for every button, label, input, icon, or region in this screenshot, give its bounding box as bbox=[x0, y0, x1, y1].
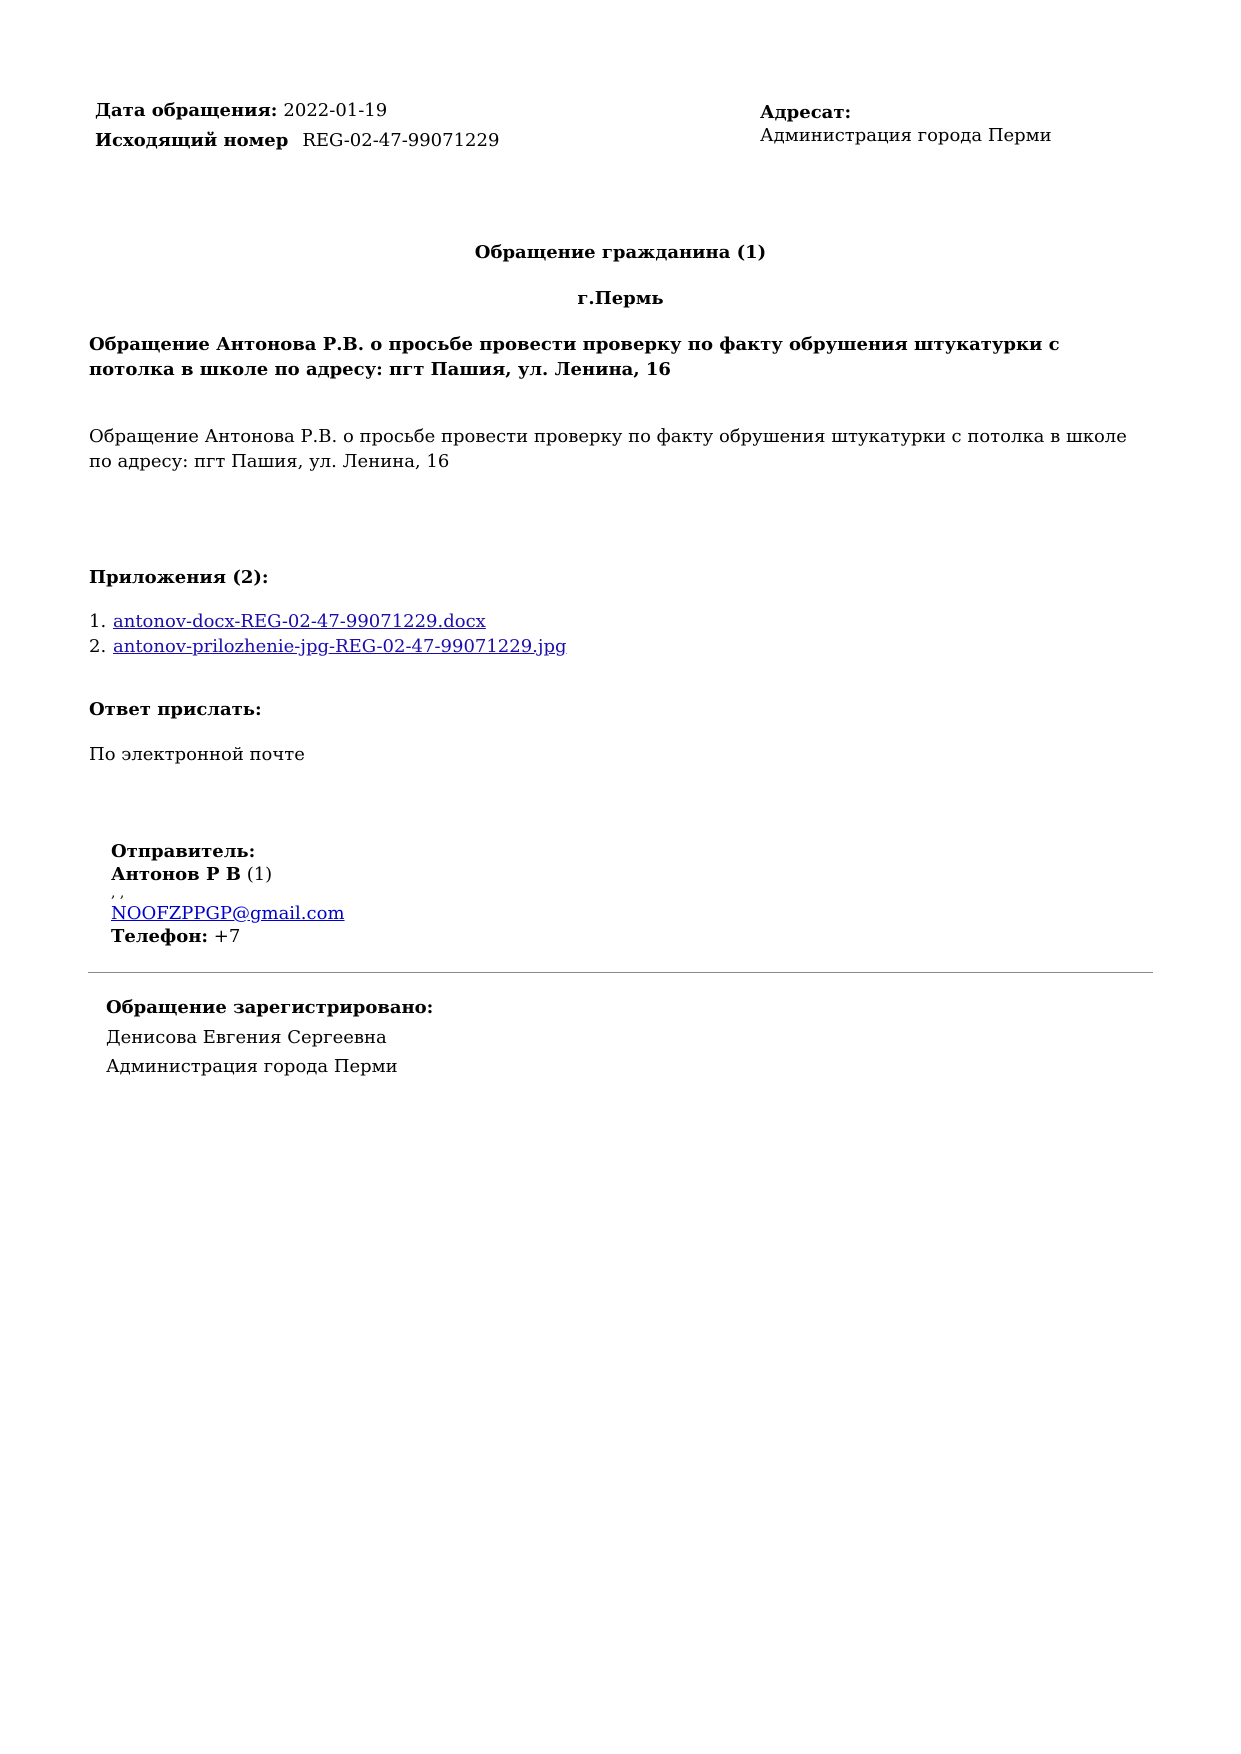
attachment-link[interactable]: antonov-prilozhenie-jpg-REG-02-47-99071229.jpg bbox=[113, 636, 567, 658]
date-value: 2022-01-19 bbox=[283, 100, 388, 121]
attachment-item bbox=[89, 609, 567, 634]
sender-email-row bbox=[111, 902, 345, 925]
attachment-item bbox=[89, 634, 567, 659]
date-label: Дата обращения: bbox=[95, 100, 278, 121]
reply-heading: Ответ прислать: bbox=[89, 699, 262, 720]
attachments-list bbox=[89, 609, 567, 659]
addressee-block bbox=[760, 102, 1052, 147]
sender-name-row bbox=[111, 863, 345, 886]
document-city: г.Пермь bbox=[577, 288, 664, 309]
registration-organization: Администрация города Перми bbox=[106, 1056, 398, 1078]
addressee-label: Адресат: bbox=[760, 102, 852, 123]
reply-method: По электронной почте bbox=[89, 744, 305, 765]
sender-phone-row bbox=[111, 925, 345, 948]
divider bbox=[88, 972, 1153, 973]
attachment-index: 2. bbox=[89, 636, 107, 658]
sender-name: Антонов Р В bbox=[111, 864, 241, 886]
date-row bbox=[95, 98, 499, 128]
document-title: Обращение гражданина (1) bbox=[474, 242, 767, 263]
attachments-heading: Приложения (2): bbox=[89, 567, 269, 588]
document-body: Обращение Антонова Р.В. о просьбе провести проверку по факту обрушения штукатурки с потолка в школе по адресу: пгт Пашия, ул. Ленина, 16 bbox=[89, 426, 1127, 472]
sender-address-commas: , , bbox=[111, 885, 125, 902]
sender-phone-label: Телефон: bbox=[111, 926, 209, 948]
document-subject: Обращение Антонова Р.В. о просьбе провести проверку по факту обрушения штукатурки с потолка в школе по адресу: пгт Пашия, ул. Ленина, 16 bbox=[89, 334, 1060, 380]
attachment-index: 1. bbox=[89, 611, 107, 632]
registration-block bbox=[106, 993, 433, 1082]
outgoing-number-label: Исходящий номер bbox=[95, 130, 289, 151]
header-meta bbox=[95, 98, 499, 158]
sender-email-link[interactable]: NOOFZPPGP@gmail.com bbox=[111, 903, 345, 925]
outgoing-number-row bbox=[95, 128, 499, 158]
addressee-value: Администрация города Перми bbox=[760, 124, 1052, 146]
outgoing-number-value: REG-02-47-99071229 bbox=[302, 130, 500, 151]
attachment-link[interactable]: antonov-docx-REG-02-47-99071229.docx bbox=[113, 611, 486, 632]
sender-label: Отправитель: bbox=[111, 841, 256, 862]
sender-phone-value: +7 bbox=[213, 926, 241, 948]
sender-block bbox=[111, 840, 345, 948]
registration-person: Денисова Евгения Сергеевна bbox=[106, 1026, 387, 1048]
sender-count: (1) bbox=[246, 864, 273, 886]
registration-label: Обращение зарегистрировано: bbox=[106, 997, 434, 1018]
